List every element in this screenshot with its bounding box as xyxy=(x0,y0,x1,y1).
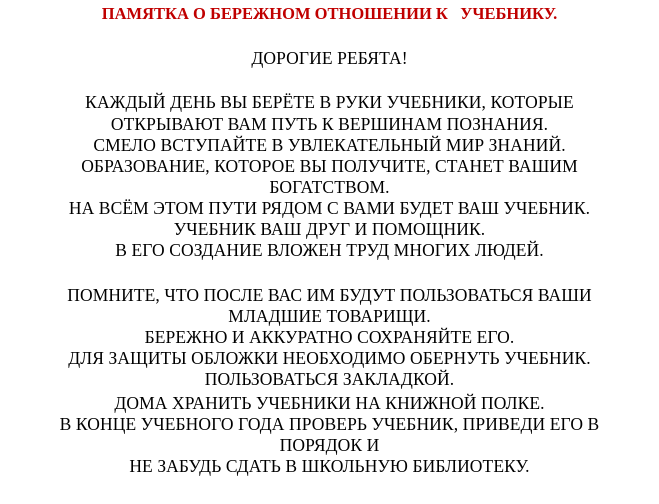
paragraph1-line: В ЕГО СОЗДАНИЕ ВЛОЖЕН ТРУД МНОГИХ ЛЮДЕЙ. xyxy=(115,240,544,260)
paragraph2-line: ДЛЯ ЗАЩИТЫ ОБЛОЖКИ НЕОБХОДИМО ОБЕРНУТЬ УЧЕБНИК. xyxy=(68,348,591,368)
paragraph2-line: БЕРЕЖНО И АККУРАТНО СОХРАНЯЙТЕ ЕГО. xyxy=(144,327,515,347)
paragraph2-line: ПОРЯДОК И xyxy=(279,435,380,455)
document-title: ПАМЯТКА О БЕРЕЖНОМ ОТНОШЕНИИ К УЧЕБНИКУ. xyxy=(101,4,558,23)
paragraph2-line: В КОНЦЕ УЧЕБНОГО ГОДА ПРОВЕРЬ УЧЕБНИК, ПРИВЕДИ ЕГО В xyxy=(59,414,600,434)
paragraph1-line: БОГАТСТВОМ. xyxy=(269,177,390,197)
paragraph1-line: НА ВСЁМ ЭТОМ ПУТИ РЯДОМ С ВАМИ БУДЕТ ВАШ УЧЕБНИК. xyxy=(68,198,591,218)
paragraph1-line: ОТКРЫВАЮТ ВАМ ПУТЬ К ВЕРШИНАМ ПОЗНАНИЯ. xyxy=(110,114,549,134)
paragraph1-line: КАЖДЫЙ ДЕНЬ ВЫ БЕРЁТЕ В РУКИ УЧЕБНИКИ, КОТОРЫЕ xyxy=(85,92,574,112)
paragraph2-line: ПОМНИТЕ, ЧТО ПОСЛЕ ВАС ИМ БУДУТ ПОЛЬЗОВАТЬСЯ ВАШИ xyxy=(67,285,592,305)
paragraph2-line: НЕ ЗАБУДЬ СДАТЬ В ШКОЛЬНУЮ БИБЛИОТЕКУ. xyxy=(129,456,530,476)
paragraph2-line: МЛАДШИЕ ТОВАРИЩИ. xyxy=(228,306,431,326)
paragraph1-line: СМЕЛО ВСТУПАЙТЕ В УВЛЕКАТЕЛЬНЫЙ МИР ЗНАНИЙ. xyxy=(93,135,566,155)
paragraph1-line: ОБРАЗОВАНИЕ, КОТОРОЕ ВЫ ПОЛУЧИТЕ, СТАНЕТ ВАШИМ xyxy=(81,156,578,176)
paragraph1-line: УЧЕБНИК ВАШ ДРУГ И ПОМОЩНИК. xyxy=(173,219,486,239)
paragraph2-line: ПОЛЬЗОВАТЬСЯ ЗАКЛАДКОЙ. xyxy=(204,369,455,389)
greeting: ДОРОГИЕ РЕБЯТА! xyxy=(251,48,408,68)
paragraph2-line: ДОМА ХРАНИТЬ УЧЕБНИКИ НА КНИЖНОЙ ПОЛКЕ. xyxy=(114,393,545,413)
